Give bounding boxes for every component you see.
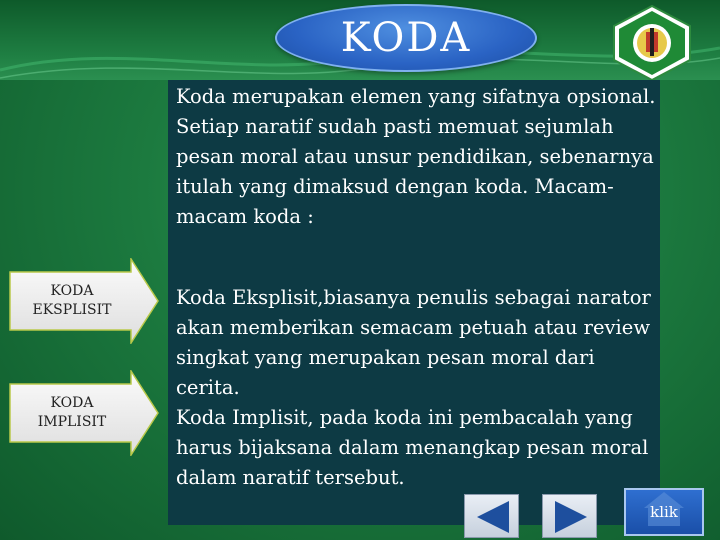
koda-implisit-arrow[interactable]	[9, 370, 159, 456]
next-button[interactable]	[542, 494, 597, 538]
triangle-right-icon	[543, 495, 598, 539]
detail-paragraph	[176, 283, 656, 493]
university-seal-logo	[610, 4, 694, 82]
implisit-term: Koda Implisit	[176, 406, 308, 429]
implisit-text: , pada koda ini pembacalah yang harus bijaksana dalam menangkap pesan moral dalam naratif tersebut.	[176, 406, 649, 489]
koda-eksplisit-arrow[interactable]	[9, 258, 159, 344]
title-badge	[275, 4, 537, 72]
klik-button[interactable]	[624, 488, 704, 536]
eksplisit-term: Koda Eksplisit	[176, 286, 318, 309]
arrow-label: KODA IMPLISIT	[37, 395, 107, 430]
arrow-label: KODA EKSPLISIT	[32, 283, 112, 318]
klik-label: klik	[650, 503, 678, 521]
page-title: KODA	[340, 15, 472, 61]
intro-paragraph: Koda merupakan elemen yang sifatnya opsional. Setiap naratif sudah pasti memuat sejumlah pesan moral atau unsur pendidikan, sebenarnya itulah yang dimaksud dengan koda. Macam- macam koda :	[176, 85, 656, 228]
triangle-left-icon	[465, 495, 520, 539]
previous-button[interactable]	[464, 494, 519, 538]
eksplisit-text: ,biasanya penulis sebagai narator akan memberikan semacam petuah atau review singkat yang merupakan pesan moral dari cerita.	[176, 286, 651, 399]
